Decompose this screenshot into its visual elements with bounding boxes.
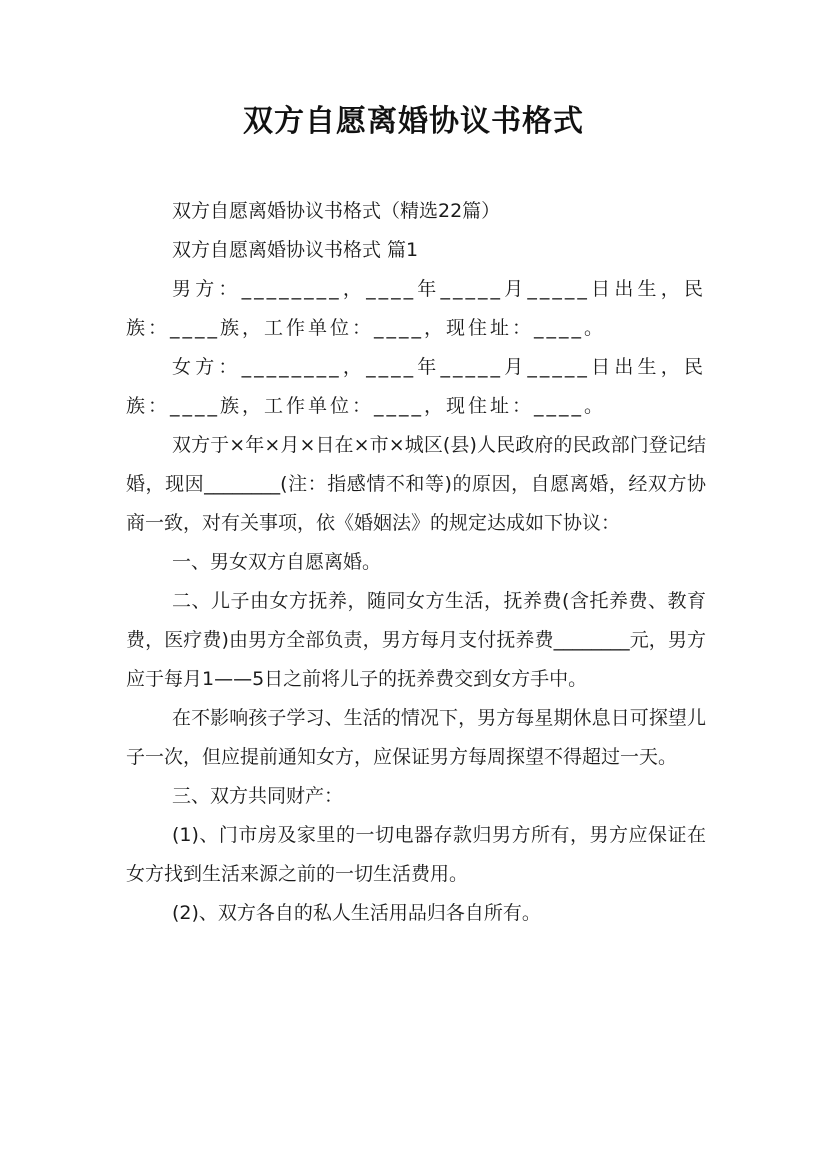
document-title: 双方自愿离婚协议书格式 [243,104,584,139]
paragraph-clause-2: 二、儿子由女方抚养，随同女方生活，抚养费(含托养费、教育费，医疗费)由男方全部负责，男方每月支付抚养费________元，男方应于每月1——5日之前将儿子的抚养费交到女方手中。 [126,590,706,690]
paragraph-clause-3: 三、双方共同财产： [172,785,344,807]
paragraph-section-heading: 双方自愿离婚协议书格式 篇1 [172,239,419,261]
paragraph-subtitle: 双方自愿离婚协议书格式（精选22篇） [172,200,501,222]
paragraph-property-2: (2)、双方各自的私人生活用品归各自所有。 [172,902,541,924]
paragraph-female-party: 女方：________，____年_____月_____日出生，民族：____族，工作单位：____，现住址：____。 [126,356,706,417]
paragraph-property-1: (1)、门市房及家里的一切电器存款归男方所有，男方应保证在女方找到生活来源之前的一切生活费用。 [126,824,706,885]
paragraph-clause-1: 一、男女双方自愿离婚。 [172,551,382,573]
document-body [126,192,706,933]
paragraph-male-party: 男方：________，____年_____月_____日出生，民族：____族，工作单位：____，现住址：____。 [126,278,706,339]
paragraph-visitation: 在不影响孩子学习、生活的情况下，男方每星期休息日可探望儿子一次，但应提前通知女方，应保证男方每周探望不得超过一天。 [126,707,706,768]
paragraph-marriage-registration: 双方于×年×月×日在×市×城区(县)人民政府的民政部门登记结婚，现因________(注：指感情不和等)的原因，自愿离婚，经双方协商一致，对有关事项，依《婚姻法》的规定达成如下协议： [126,434,706,534]
